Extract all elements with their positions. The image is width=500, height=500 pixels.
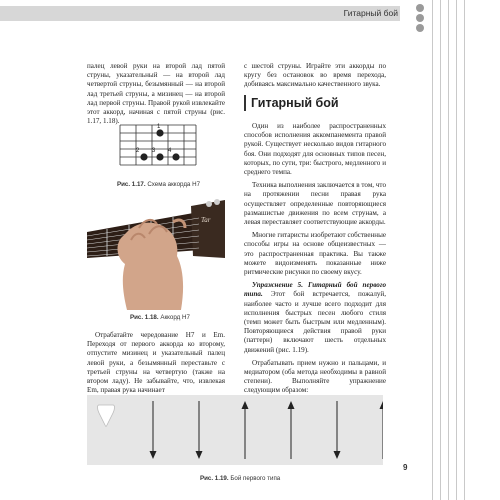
finger-number: 2 [136,148,140,154]
exercise-label: Упражнение 5. Гитарный бой первого типа. [244,281,386,299]
paragraph-text: палец левой руки на второй лад пятой струны, указательный — на второй лад четвертой струны, безымянный — на второй лад третьей струны, а мизинец — на второй лад первой струны. Правой рукой извлекайте этот аккорд, начиная с пятой струны (рис. 1.17, 1.18). [87,62,225,126]
headstock-logo: Tar [201,216,211,224]
finger-number: 4 [168,148,172,154]
figure-caption-119 [200,475,280,482]
margin-line [432,0,433,500]
paragraph-text: Один из наиболее распространенных способов исполнения аккомпанемента правой рукой. Существует несколько видов гитарного боя. Они подходят для основных типов песен, которых, по сути, три: быстрого, медленного и среднего темпа. [244,122,386,177]
paragraph-text: с шестой струны. Играйте эти аккорды по кругу без остановок во время перехода, добиваясь максимально качественного звука. [244,62,386,89]
down-arrow-icon [196,401,203,459]
dot-icon [416,14,424,22]
page-number: 9 [403,463,408,472]
paragraph-text: Отрабатывать прием нужно и пальцами, и медиатором (оба метода необходимы в равной степени). Выполняйте упражнение следующим образом: [244,358,386,395]
chord-photo [87,198,225,310]
down-arrow-icon [150,401,157,459]
figure-caption-118 [130,314,190,321]
figure-label: Рис. 1.18. [130,314,159,321]
down-arrow-icon [334,401,341,459]
section-title: Гитарный бой [244,95,339,111]
dot-icon [416,24,424,32]
paragraph-text: Техника выполнения заключается в том, что на протяжении песни правая рука осуществляет определенные повторяющиеся размашистые движения по всем струнам, а левая переставляет соответствующие аккорды. [244,181,386,227]
finger-dot [156,153,163,160]
pick-icon [98,405,115,427]
figure-caption-117 [117,181,200,188]
figure-label: Рис. 1.19. [200,475,229,482]
up-arrow-icon [288,401,295,459]
header-dots [416,4,426,34]
header-band [0,6,400,21]
finger-dot [140,153,147,160]
right-paragraph-0 [244,62,386,90]
finger-dot [172,153,179,160]
figure-caption-text: Схема аккорда H7 [147,181,201,188]
left-paragraph-2 [87,331,225,395]
dot-icon [416,4,424,12]
running-header: Гитарный бой [343,8,398,18]
margin-line [448,0,449,500]
margin-line [440,0,441,500]
finger-number: 3 [152,148,156,154]
exercise-text: Этот бой встречается, пожалуй, наиболее часто и лучше всего подходит для исполнения быстрых песен любого стиля (темп может быть быстрым или медленным). Повторяющиеся действия правой руки (паттерн) включают шесть отдельных движений (рис. 1.19). [244,290,386,354]
left-paragraph-1 [87,62,225,126]
figure-caption-text: Бой первого типа [230,475,281,482]
paragraph-text: Многие гитаристы изобретают собственные способы игры на основе общеизвестных — это распространенная практика. Вы также можете видоизменять показанные ниже ритмические рисунки по своему вкусу. [244,231,386,277]
up-arrow-icon [380,401,384,459]
strum-pattern-box [87,395,383,465]
figure-label: Рис. 1.17. [117,181,146,188]
finger-dot [156,129,163,136]
paragraph-text: Отрабатайте чередование H7 и Em. Переходя от первого аккорда ко второму, отпустите мизинец и указательный палец левой руки, а безымянный переставьте с третьей струны на четвертую (также на втором ладу). Не забывайте, что, извлекая Em, правая рука начинает [87,331,225,395]
margin-line [464,0,465,500]
margin-line [456,0,457,500]
finger-number: 1 [157,124,161,130]
up-arrow-icon [242,401,249,459]
guitar-headstock [191,200,225,258]
right-paragraphs [244,122,386,396]
figure-caption-text: Аккорд H7 [160,314,190,321]
